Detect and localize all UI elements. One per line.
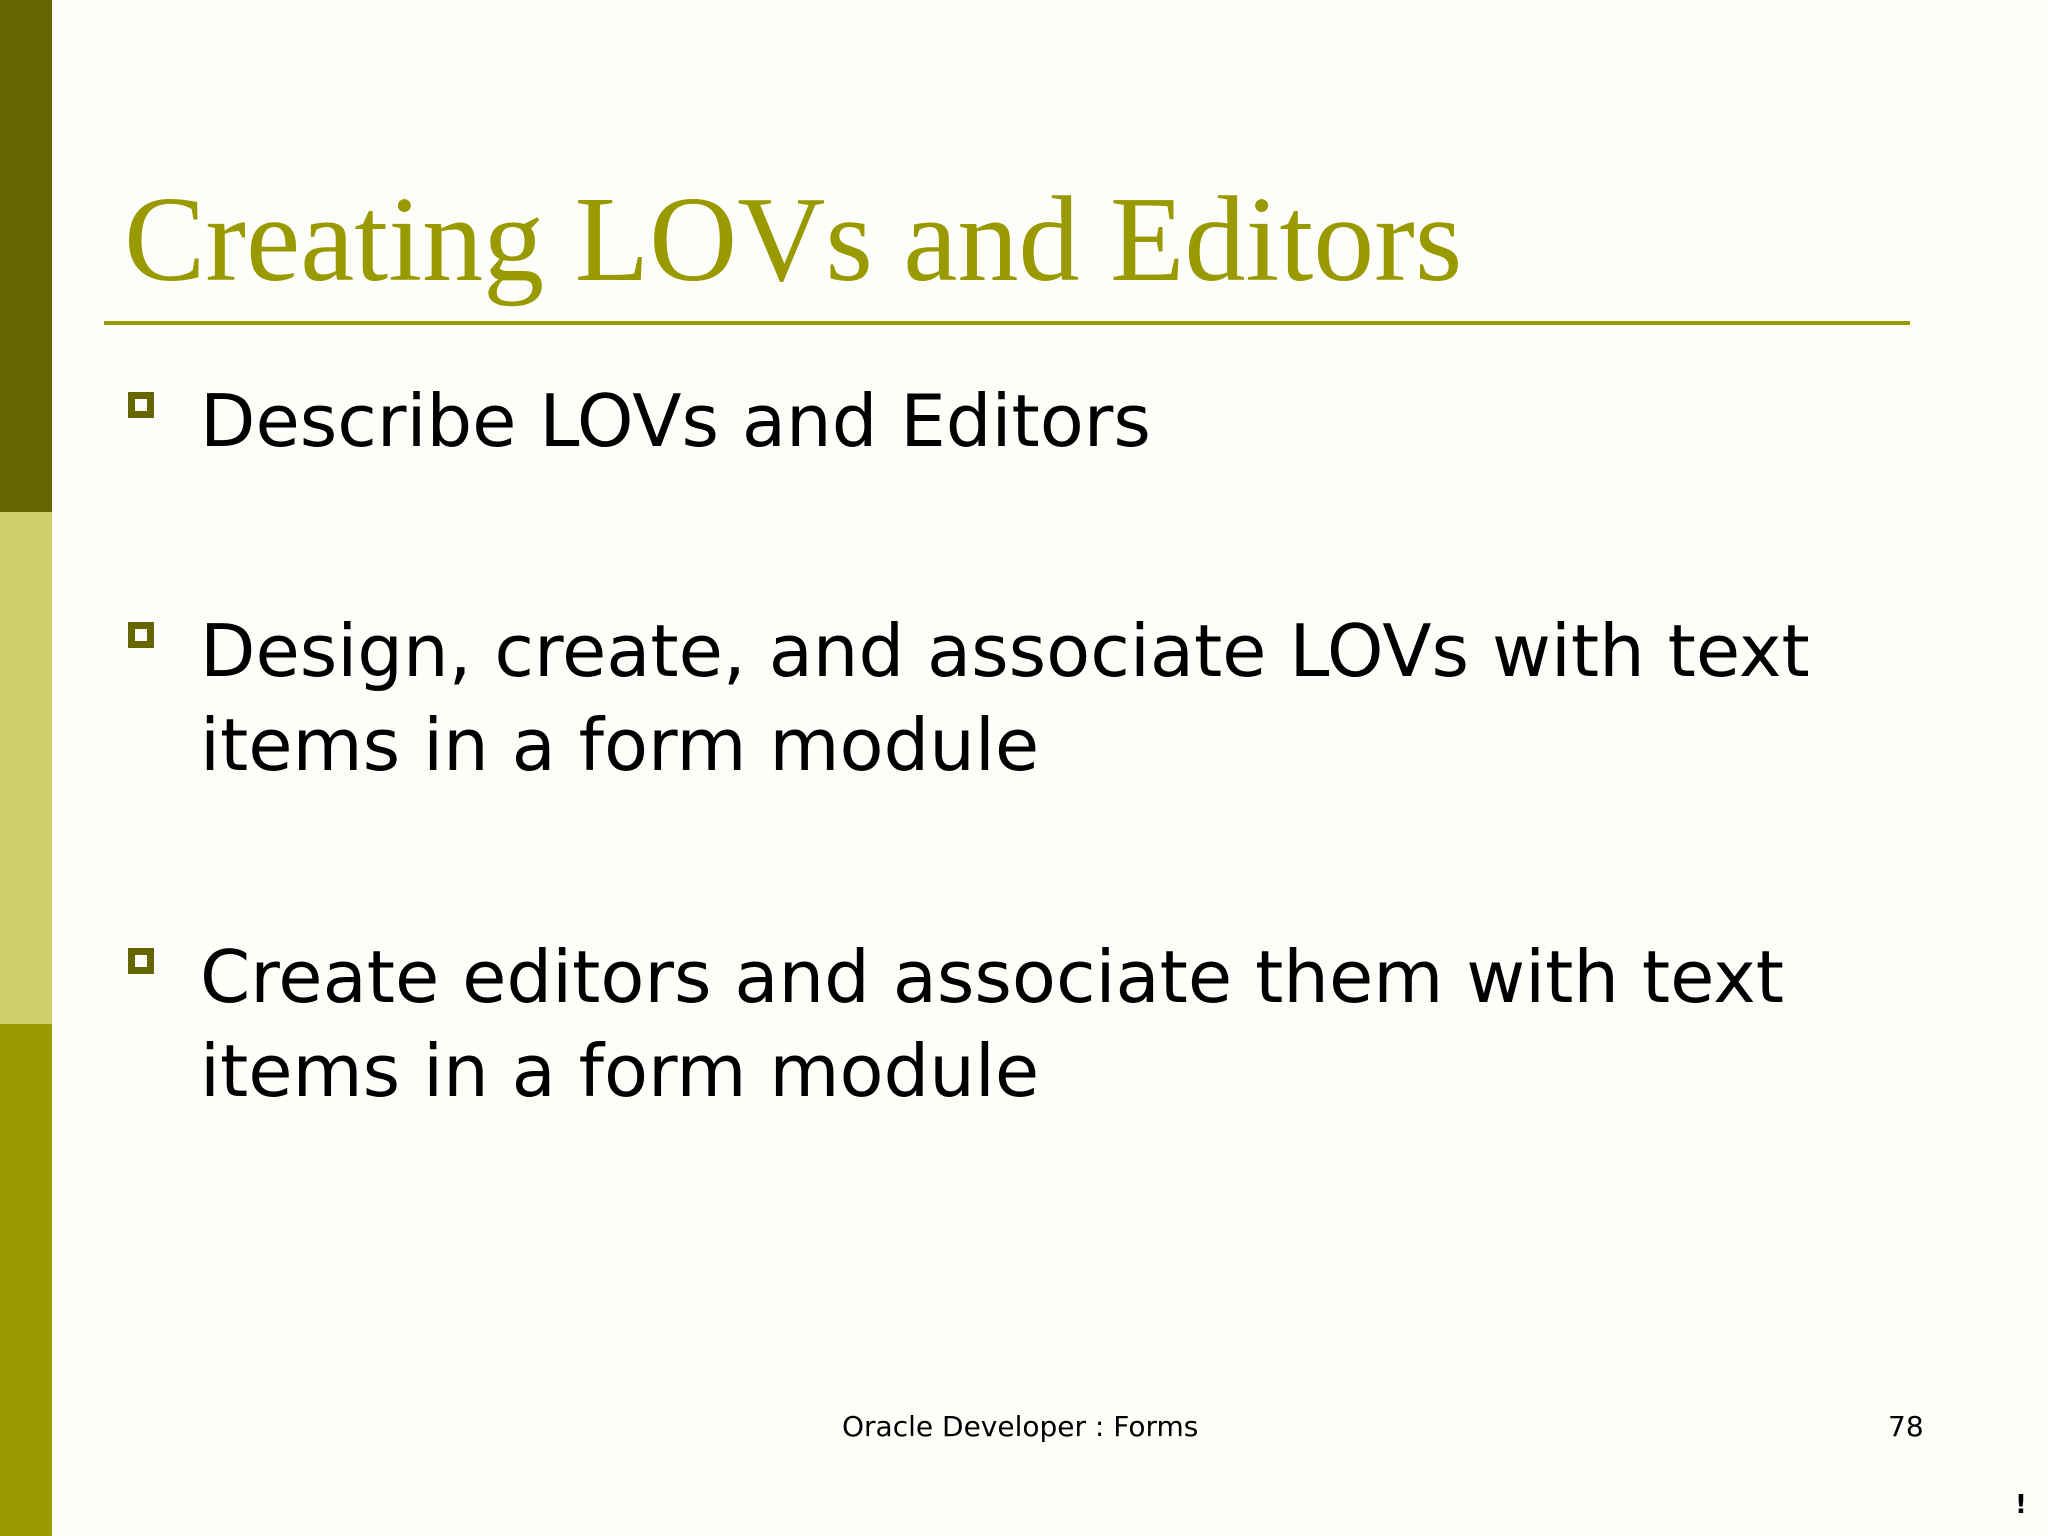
square-bullet-icon	[128, 948, 154, 974]
corner-mark: !	[2015, 1490, 2027, 1520]
bullet-text: Design, create, and associate LOVs with text items in a form module	[200, 609, 1810, 787]
page-number: 78	[1888, 1410, 1924, 1443]
bullet-text: Create editors and associate them with text items in a form module	[200, 935, 1784, 1113]
square-bullet-icon	[128, 622, 154, 648]
slide-footer: Oracle Developer : Forms	[842, 1410, 1199, 1443]
side-bar-top	[0, 0, 52, 512]
side-bar-middle	[0, 512, 52, 1024]
title-underline	[104, 321, 1910, 325]
square-bullet-icon	[128, 392, 154, 418]
slide-title: Creating LOVs and Editors	[124, 172, 1463, 307]
side-bar-bottom	[0, 1024, 52, 1536]
bullet-text: Describe LOVs and Editors	[200, 379, 1151, 463]
